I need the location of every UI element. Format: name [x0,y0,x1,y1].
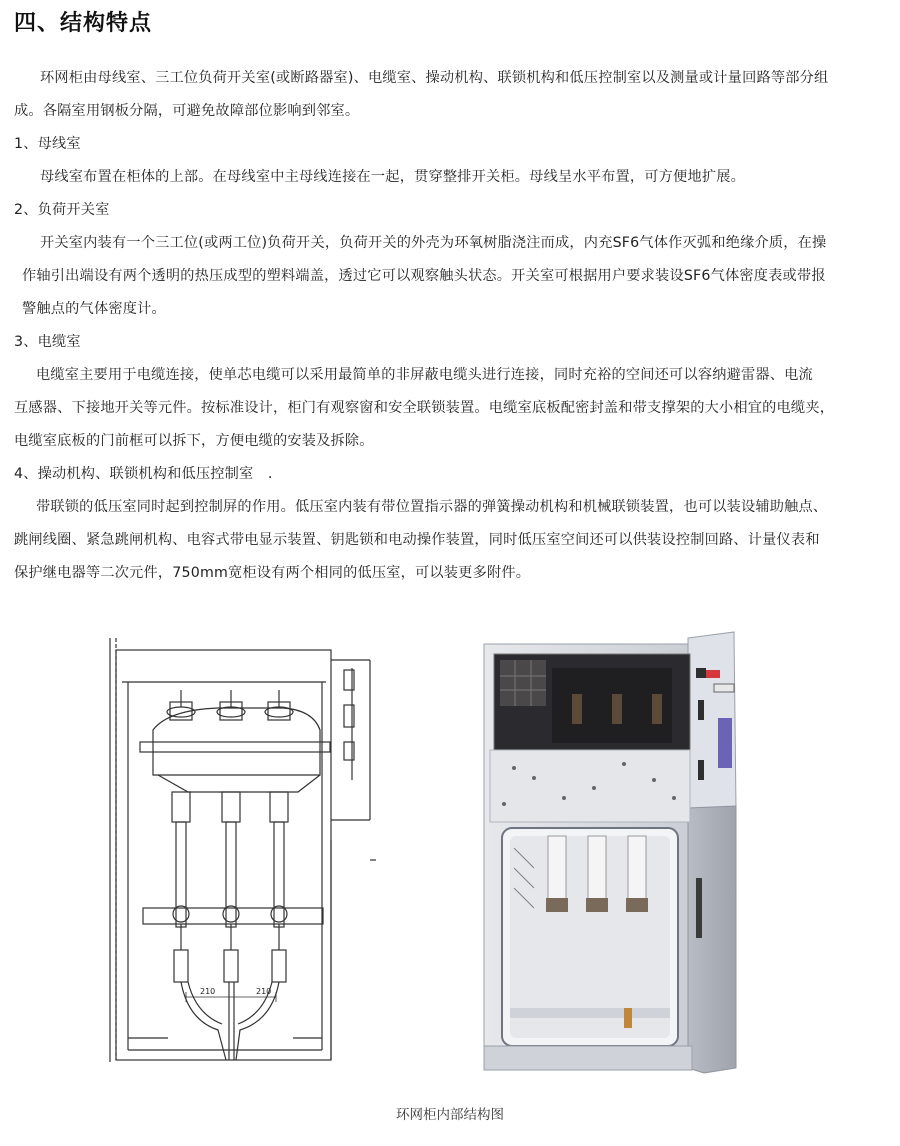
intro-line-1: 环网柜由母线室、三工位负荷开关室(或断路器室)、电缆室、操动机构、联锁机构和低压控制室以及测量或计量回路等部分组 [40,70,829,86]
section-switch-line-1: 开关室内装有一个三工位(或两工位)负荷开关，负荷开关的外壳为环氧树脂浇注而成，内充SF6气体作灭弧和绝缘介质，在操 [40,235,827,251]
section-switch [14,194,882,326]
section-cable-line-1: 电缆室主要用于电缆连接，使单芯电缆可以采用最简单的非屏蔽电缆头进行连接，同时充裕的空间还可以容纳避雷器、电流 [36,367,813,383]
cabinet-section-drawing [108,630,394,1070]
intro-line-2: 成。各隔室用钢板分隔，可避免故障部位影响到邻室。 [14,103,360,119]
cabinet-photo [474,628,760,1076]
section-title-cable: 3、电缆室 [14,334,81,350]
section-switch-line-2: 作轴引出端设有两个透明的热压成型的塑料端盖，透过它可以观察触头状态。开关室可根据用户要求装设SF6气体密度表或带报 [22,268,826,284]
dimension-label-left: 210 [200,987,216,996]
section-busbar-line-1: 母线室布置在柜体的上部。在母线室中主母线连接在一起，贯穿整排开关柜。母线呈水平布置，可方便地扩展。 [40,169,745,185]
section-cable-line-3: 电缆室底板的门前框可以拆下，方便电缆的安装及拆除。 [14,433,374,449]
section-title-switch: 2、负荷开关室 [14,202,110,218]
section-title-busbar: 1、母线室 [14,136,81,152]
figure-caption: 环网柜内部结构图 [396,1107,504,1123]
section-cable [14,326,882,458]
dimension-label-right: 210 [256,987,272,996]
intro-paragraph [14,62,882,128]
section-cable-line-2: 互感器、下接地开关等元件。按标准设计，柜门有观察窗和安全联锁装置。电缆室底板配密封盖和带支撑架的大小相宜的电缆夹， [14,400,835,416]
section-busbar [14,128,882,194]
section-mechanism-line-3: 保护继电器等二次元件，750mm宽柜设有两个相同的低压室，可以装更多附件。 [14,565,531,581]
section-title-mechanism: 4、操动机构、联锁机构和低压控制室 . [14,466,273,482]
section-mechanism-line-2: 跳闸线圈、紧急跳闸机构、电容式带电显示装置、钥匙锁和电动操作装置，同时低压室空间还可以供装设控制回路、计量仪表和 [14,532,820,548]
section-mechanism-line-1: 带联锁的低压室同时起到控制屏的作用。低压室内装有带位置指示器的弹簧操动机构和机械联锁装置，也可以装设辅助触点、 [36,499,828,515]
section-heading: 四、结构特点 [14,11,153,36]
section-switch-line-3: 警触点的气体密度计。 [22,301,166,317]
section-mechanism [14,458,882,590]
